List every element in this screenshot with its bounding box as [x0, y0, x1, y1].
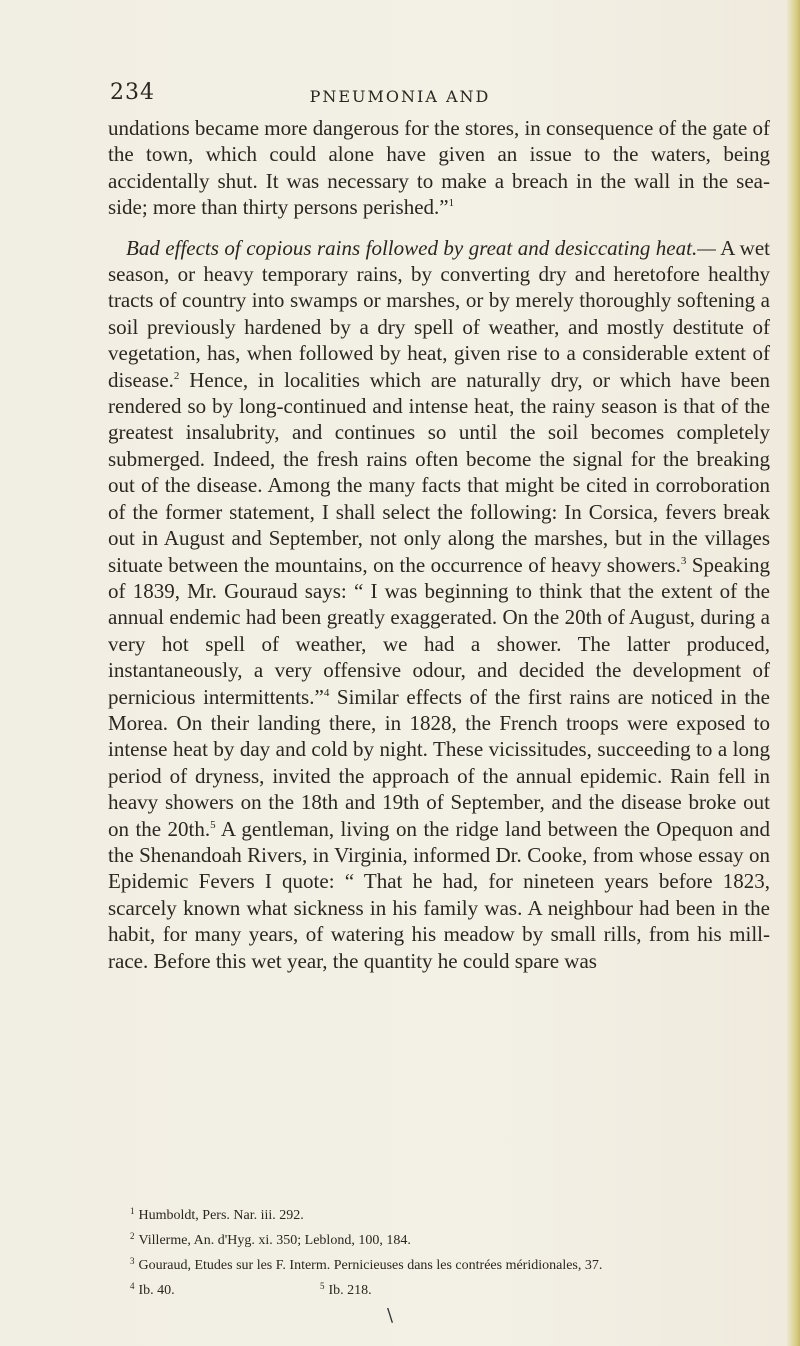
paragraph-text: Hence, in localities which are naturally dry, or which have been rendered so by long-continued and intense heat, the rainy season is that of the greatest insalubrity, and continues so until the soil becomes completely submerged. Indeed, the fresh rains often become the signal for the breaking out of the disease. Among the many facts that might be cited in corroboration of the former statement, I shall select the following: In Corsica, fevers break out in August and September, not only along the marshes, but in the villages situate between the mountains, on the occurrence of heavy showers.	[108, 367, 770, 577]
paragraph-text: A wet season, or heavy temporary rains, by converting dry and heretofore healthy tracts of country into swamps or marshes, or by merely thoroughly softening a soil previously hardened by a dry spell of weather, and mostly destitute of vegetation, has, when followed by heat, given rise to a considerable extent of disease.	[108, 235, 770, 392]
running-head: PNEUMONIA AND	[309, 87, 491, 106]
paragraph-text: undations became more dangerous for the stores, in consequence of the gate of the town, which could alone have given an issue to the waters, being accidentally shut. It was necessary to make a breach in the wall in the sea-side; more than thirty persons perished.”	[108, 116, 770, 220]
footnote-ref: 2	[173, 369, 180, 382]
footnote-mark: 5	[320, 1281, 325, 1291]
footnote	[320, 1276, 372, 1301]
footnote-mark: 3	[130, 1256, 135, 1266]
footnotes	[130, 1201, 770, 1301]
footnote	[130, 1276, 320, 1301]
footnote-text: Villerme, An. d'Hyg. xi. 350; Leblond, 100, 184.	[138, 1233, 411, 1248]
footnote	[130, 1226, 770, 1251]
footnote-ref: 1	[448, 197, 455, 210]
footnote-mark: 4	[130, 1281, 135, 1291]
stray-ink-mark: \	[387, 1305, 394, 1326]
paragraph	[108, 115, 770, 221]
paragraph	[108, 235, 770, 974]
footnote-ref: 3	[680, 554, 687, 567]
body-text	[108, 115, 770, 974]
paragraph-text: A gentleman, living on the ridge land between the Opequon and the Shenandoah Rivers, in Virginia, informed Dr. Cooke, from whose essay on Epidemic Fevers I quote: “ That he had, for nineteen years before 1823, scarcely known what sickness in his family was. A neighbour had been in the habit, for many years, of watering his meadow by small rills, from his mill-race. Before this wet year, the quantity he could spare was	[108, 816, 770, 973]
footnote-text: Gouraud, Etudes sur les F. Interm. Pernicieuses dans les contrées méridionales, 37.	[138, 1258, 603, 1273]
footnote	[130, 1251, 770, 1276]
paragraph-text: Similar effects of the first rains are noticed in the Morea. On their landing there, in 1828, the French troops were exposed to intense heat by day and cold by night. These vicissitudes, succeeding to a long period of dryness, invited the approach of the annual epidemic. Rain fell in heavy showers on the 18th and 19th of September, and the disease broke out on the 20th.	[108, 684, 771, 841]
footnote-text: Humboldt, Pers. Nar. iii. 292.	[138, 1208, 304, 1223]
page-number: 234	[110, 80, 155, 105]
footnote-mark: 2	[130, 1231, 135, 1241]
page-edge	[786, 0, 800, 1346]
paragraph-text: Speaking of 1839, Mr. Gouraud says: “ I was beginning to think that the extent of the annual endemic had been greatly exaggerated. On the 20th of August, during a very hot spell of weather, we had a shower. The latter produced, instantaneously, a very offensive odour, and decided the development of pernicious intermittents.”	[108, 552, 771, 709]
footnote-ref: 4	[323, 686, 330, 699]
footnote-ref: 5	[210, 818, 216, 831]
footnote-row	[130, 1276, 770, 1301]
footnote-mark: 1	[130, 1206, 135, 1216]
footnote	[130, 1201, 770, 1226]
footnote-text: Ib. 218.	[328, 1283, 372, 1298]
section-heading: Bad effects of copious rains followed by great and desiccating heat.—	[126, 235, 716, 260]
footnote-text: Ib. 40.	[138, 1283, 175, 1298]
